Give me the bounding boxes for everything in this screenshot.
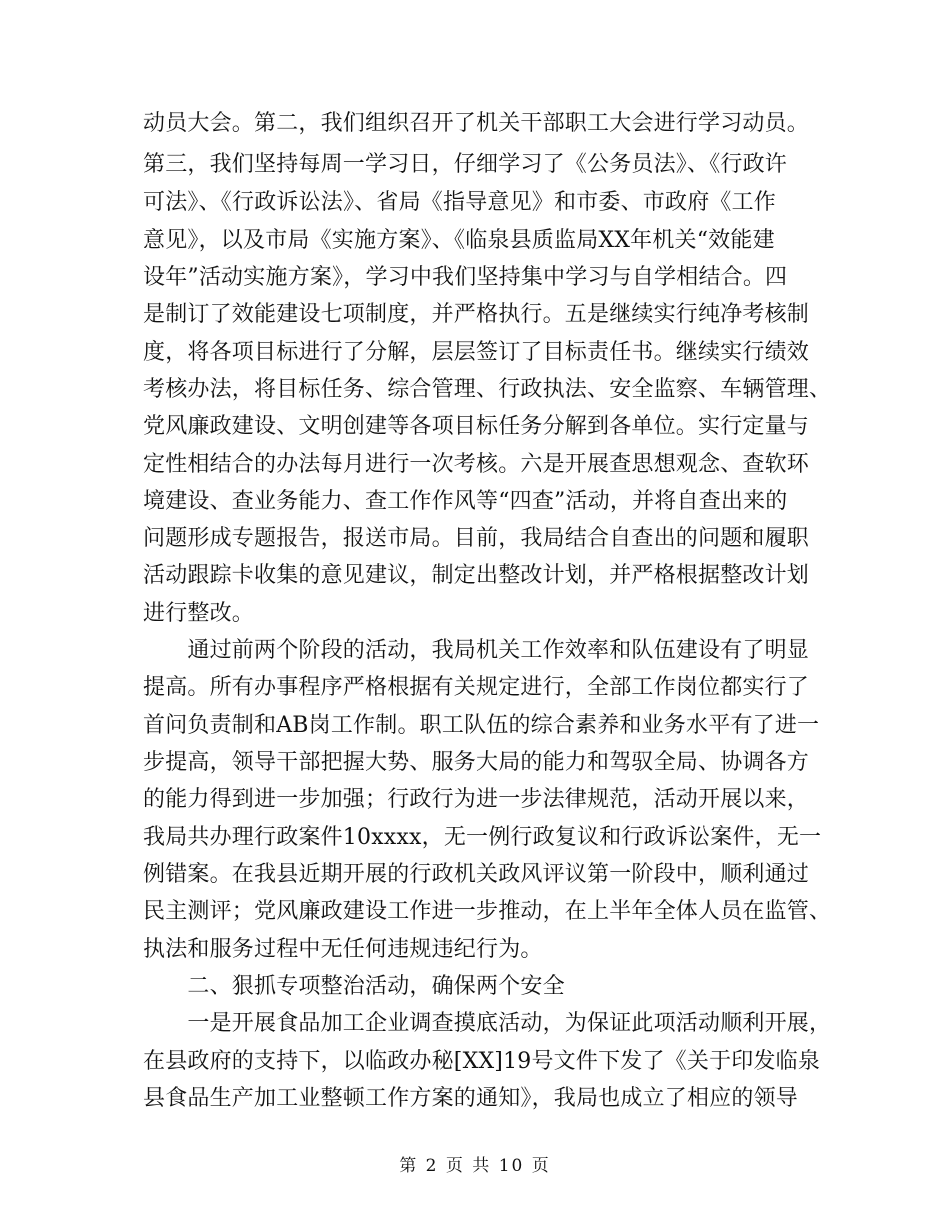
body-line: 在县政府的支持下，以临政办秘[XX]19号文件下发了《关于印发临泉 — [143, 1049, 821, 1074]
body-line: 县食品生产加工业整顿工作方案的通知》，我局也成立了相应的领导 — [143, 1086, 799, 1111]
body-line: 进行整改。 — [143, 601, 255, 626]
body-line: 动员大会。第二，我们组织召开了机关干部职工大会进行学习动员。 — [143, 111, 810, 136]
body-line: 例错案。在我县近期开展的行政机关政风评议第一阶段中，顺利通过 — [143, 862, 810, 887]
body-line: 我局共办理行政案件10xxxx，无一例行政复议和行政诉讼案件，无一 — [143, 825, 822, 850]
body-line: 民主测评；党风廉政建设工作进一步推动，在上半年全体人员在监管、 — [143, 899, 832, 924]
body-line: 提高。所有办事程序严格根据有关规定进行，全部工作岗位都实行了 — [143, 675, 810, 700]
body-line: 可法》、《行政诉讼法》、省局《指导意见》和市委、市政府《工作 — [143, 190, 777, 215]
body-line: 考核办法，将目标任务、综合管理、行政执法、安全监察、车辆管理、 — [143, 377, 832, 402]
body-line: 党风廉政建设、文明创建等各项目标任务分解到各单位。实行定量与 — [143, 414, 810, 439]
body-line: 步提高，领导干部把握大势、服务大局的能力和驾驭全局、协调各方 — [143, 750, 810, 775]
body-line: 境建设、查业务能力、查工作作风等“四查”活动，并将自查出来的 — [143, 489, 788, 514]
body-line: 一是开展食品加工企业调查摸底活动，为保证此项活动顺利开展， — [143, 1011, 832, 1036]
body-line: 通过前两个阶段的活动，我局机关工作效率和队伍建设有了明显 — [143, 638, 810, 663]
body-line: 第三，我们坚持每周一学习日，仔细学习了《公务员法》、《行政许 — [143, 152, 788, 177]
body-line: 意见》，以及市局《实施方案》、《临泉县质监局XX年机关“效能建 — [143, 228, 775, 253]
body-line: 度，将各项目标进行了分解，层层签订了目标责任书。继续实行绩效 — [143, 340, 810, 365]
body-line: 设年”活动实施方案》，学习中我们坚持集中学习与自学相结合。四 — [143, 265, 788, 290]
body-line: 活动跟踪卡收集的意见建议，制定出整改计划，并严格根据整改计划 — [143, 563, 810, 588]
body-line: 的能力得到进一步加强；行政行为进一步法律规范，活动开展以来， — [143, 787, 810, 812]
body-line: 定性相结合的办法每月进行一次考核。六是开展查思想观念、查软环 — [143, 452, 810, 477]
body-line: 首问负责制和AB岗工作制。职工队伍的综合素养和业务水平有了进一 — [143, 713, 820, 738]
body-line: 执法和服务过程中无任何违规违纪行为。 — [143, 937, 543, 962]
body-line: 问题形成专题报告，报送市局。目前，我局结合自查出的问题和履职 — [143, 526, 810, 551]
section-heading: 二、狠抓专项整治活动，确保两个安全 — [143, 974, 565, 999]
body-line: 是制订了效能建设七项制度，并严格执行。五是继续实行纯净考核制 — [143, 302, 810, 327]
page-number-footer: 第 2 页 共 10 页 — [399, 1156, 551, 1176]
